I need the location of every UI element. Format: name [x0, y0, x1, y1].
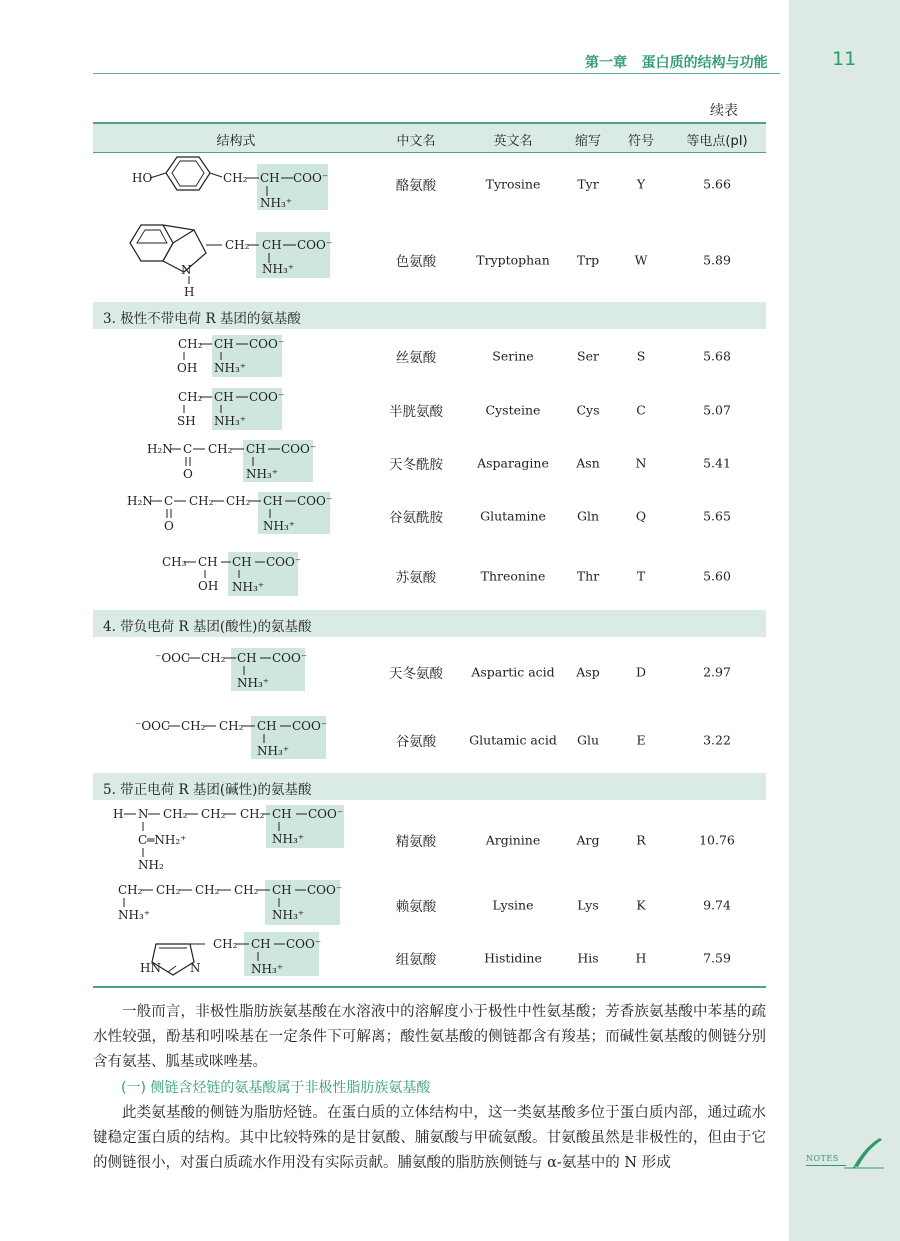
svg-text:NH₃⁺: NH₃⁺: [262, 262, 295, 276]
svg-text:CH₂: CH₂: [181, 719, 206, 733]
chinese-name: 天冬氨酸: [389, 666, 443, 682]
symbol: E: [636, 732, 646, 748]
isoelectric-point: 5.65: [703, 508, 731, 524]
english-name: Cysteine: [485, 402, 541, 418]
svg-text:CH: CH: [214, 337, 234, 351]
svg-text:OH: OH: [177, 361, 198, 375]
svg-text:COO⁻: COO⁻: [293, 171, 329, 185]
serine-formula: [177, 335, 284, 377]
tryptophan-formula: [130, 225, 332, 299]
isoelectric-point: 5.60: [703, 568, 731, 584]
english-name: Tryptophan: [476, 252, 550, 268]
english-name: Asparagine: [477, 455, 549, 471]
col-symbol: 符号: [627, 134, 655, 149]
isoelectric-point: 9.74: [703, 897, 731, 913]
svg-text:HN: HN: [140, 961, 161, 975]
chapter-number: 第一章: [585, 55, 627, 71]
svg-text:C: C: [164, 494, 174, 508]
svg-text:HO: HO: [132, 171, 153, 185]
svg-text:CH₂: CH₂: [213, 937, 238, 951]
symbol: D: [635, 664, 647, 680]
notes-marker: [806, 1136, 888, 1172]
svg-text:COO⁻: COO⁻: [286, 937, 322, 951]
svg-text:C: C: [183, 442, 193, 456]
svg-text:NH₃⁺: NH₃⁺: [260, 196, 293, 210]
svg-text:COO⁻: COO⁻: [281, 442, 317, 456]
isoelectric-point: 7.59: [703, 950, 731, 966]
chinese-name: 精氨酸: [395, 834, 437, 850]
chinese-name: 苏氨酸: [395, 570, 437, 586]
svg-text:CH₂: CH₂: [219, 719, 244, 733]
section-title: 4. 带负电荷 R 基团(酸性)的氨基酸: [103, 619, 312, 635]
english-name: Glutamine: [480, 508, 546, 524]
english-name: Lysine: [492, 897, 534, 913]
svg-text:N: N: [181, 263, 192, 277]
svg-text:H₂N: H₂N: [147, 442, 173, 456]
abbreviation: Trp: [576, 252, 600, 268]
svg-text:CH₂: CH₂: [189, 494, 214, 508]
svg-text:CH₂: CH₂: [223, 171, 248, 185]
english-name: Histidine: [484, 950, 542, 966]
chinese-name: 天冬酰胺: [389, 457, 443, 473]
chinese-name: 谷氨酰胺: [389, 510, 443, 526]
svg-text:CH: CH: [198, 555, 218, 569]
svg-text:COO⁻: COO⁻: [292, 719, 328, 733]
isoelectric-point: 5.41: [703, 455, 731, 471]
glutamic-acid-formula: [135, 716, 327, 759]
chinese-name: 赖氨酸: [395, 899, 437, 915]
symbol: W: [634, 252, 648, 268]
svg-text:CH: CH: [260, 171, 280, 185]
svg-text:NH₃⁺: NH₃⁺: [263, 519, 296, 533]
svg-text:SH: SH: [177, 414, 196, 428]
abbreviation: Cys: [576, 402, 600, 418]
threonine-formula: [162, 552, 301, 596]
symbol: H: [635, 950, 647, 966]
abbreviation: Arg: [576, 832, 600, 848]
svg-text:COO⁻: COO⁻: [297, 494, 333, 508]
body-paragraph-1: 一般而言，非极性脂肪族氨基酸在水溶液中的溶解度小于极性中性氨基酸；芳香族氨基酸中苯基的疏水性较强，酚基和吲哚基在一定条件下可解离；酸性氨基酸的侧链都含有羧基；而碱性氨基酸的侧链分别含有氨基、胍基或咪唑基。: [93, 1004, 766, 1070]
continued-label: 续表: [710, 103, 738, 119]
english-name: Threonine: [480, 568, 546, 584]
abbreviation: Glu: [576, 732, 600, 748]
isoelectric-point: 5.07: [703, 402, 731, 418]
page-number: 11: [832, 48, 857, 70]
abbreviation: Ser: [577, 348, 599, 364]
histidine-formula: [140, 932, 321, 976]
isoelectric-point: 5.68: [703, 348, 731, 364]
english-name: Aspartic acid: [471, 664, 555, 680]
tyrosine-formula: [132, 157, 328, 210]
svg-text:O: O: [164, 519, 174, 533]
english-name: Arginine: [485, 832, 541, 848]
svg-text:CH₂: CH₂: [178, 337, 203, 351]
abbreviation: Thr: [576, 568, 600, 584]
svg-text:COO⁻: COO⁻: [297, 238, 333, 252]
symbol: K: [636, 897, 646, 913]
isoelectric-point: 3.22: [703, 732, 731, 748]
svg-text:COO⁻: COO⁻: [249, 390, 285, 404]
svg-text:NH₃⁺: NH₃⁺: [118, 908, 151, 922]
lysine-formula: [118, 880, 342, 925]
svg-text:COO⁻: COO⁻: [249, 337, 285, 351]
svg-text:⁻OOC: ⁻OOC: [135, 719, 171, 733]
abbreviation: His: [577, 950, 599, 966]
symbol: N: [635, 455, 647, 471]
svg-text:CH₂: CH₂: [208, 442, 233, 456]
svg-text:NH₃⁺: NH₃⁺: [214, 361, 247, 375]
svg-text:CH₂: CH₂: [240, 807, 265, 821]
section-subheading: (一) 侧链含烃链的氨基酸属于非极性脂肪族氨基酸: [121, 1080, 431, 1096]
english-name: Tyrosine: [485, 176, 541, 192]
svg-text:NH₃⁺: NH₃⁺: [246, 467, 279, 481]
symbol: R: [636, 832, 646, 848]
svg-text:N: N: [138, 807, 149, 821]
symbol: S: [636, 348, 646, 364]
svg-text:NH₃⁺: NH₃⁺: [251, 962, 284, 976]
svg-text:C═NH₂⁺: C═NH₂⁺: [138, 833, 187, 847]
svg-text:CH₃: CH₃: [162, 555, 187, 569]
svg-text:CH₂: CH₂: [195, 883, 220, 897]
abbreviation: Tyr: [577, 176, 599, 192]
svg-text:NH₃⁺: NH₃⁺: [232, 580, 265, 594]
arginine-formula: [113, 805, 344, 872]
margin-sidebar: [789, 0, 900, 1241]
svg-text:NH₃⁺: NH₃⁺: [214, 414, 247, 428]
chinese-name: 酪氨酸: [395, 178, 437, 194]
svg-text:CH₂: CH₂: [225, 238, 250, 252]
svg-text:CH: CH: [251, 937, 271, 951]
svg-text:CH: CH: [263, 494, 283, 508]
body-paragraph-2: 此类氨基酸的侧链为脂肪烃链。在蛋白质的立体结构中，这一类氨基酸多位于蛋白质内部，通过疏水键稳定蛋白质的结构。其中比较特殊的是甘氨酸、脯氨酸与甲硫氨酸。甘氨酸虽然是非极性的，但由于它的侧链很小，对蛋白质疏水作用没有实际贡献。脯氨酸的脂肪族侧链与 α-氨基中的 N 形成: [93, 1105, 766, 1171]
svg-text:CH: CH: [257, 719, 277, 733]
chinese-name: 色氨酸: [395, 254, 437, 270]
chinese-name: 半胱氨酸: [389, 404, 443, 420]
svg-text:CH₂: CH₂: [178, 390, 203, 404]
isoelectric-point: 10.76: [699, 832, 735, 848]
abbreviation: Asp: [576, 664, 600, 680]
svg-text:NH₃⁺: NH₃⁺: [237, 676, 270, 690]
english-name: Serine: [492, 348, 534, 364]
symbol: T: [636, 568, 646, 584]
asparagine-formula: [147, 440, 316, 482]
pen-icon: [844, 1136, 884, 1170]
svg-text:NH₂: NH₂: [138, 858, 164, 872]
svg-text:H₂N: H₂N: [127, 494, 153, 508]
isoelectric-point: 5.66: [703, 176, 731, 192]
svg-text:CH₂: CH₂: [234, 883, 259, 897]
svg-text:CH: CH: [262, 238, 282, 252]
svg-text:CH: CH: [272, 807, 292, 821]
svg-text:CH₂: CH₂: [156, 883, 181, 897]
svg-text:NH₃⁺: NH₃⁺: [272, 832, 305, 846]
svg-text:CH: CH: [246, 442, 266, 456]
svg-text:CH: CH: [237, 651, 257, 665]
symbol: Q: [635, 508, 647, 524]
col-abbreviation: 缩写: [574, 134, 602, 149]
chinese-name: 谷氨酸: [395, 734, 437, 750]
abbreviation: Gln: [576, 508, 600, 524]
svg-text:CH₂: CH₂: [226, 494, 251, 508]
svg-text:COO⁻: COO⁻: [307, 883, 343, 897]
svg-text:H: H: [184, 285, 195, 299]
svg-text:OH: OH: [198, 579, 219, 593]
symbol: Y: [636, 176, 646, 192]
svg-text:CH₂: CH₂: [163, 807, 188, 821]
abbreviation: Asn: [576, 455, 600, 471]
isoelectric-point: 2.97: [703, 664, 731, 680]
svg-text:CH₂: CH₂: [118, 883, 143, 897]
glutamine-formula: [127, 492, 332, 534]
english-name: Glutamic acid: [469, 732, 557, 748]
svg-text:NH₃⁺: NH₃⁺: [272, 908, 305, 922]
chinese-name: 丝氨酸: [395, 350, 437, 366]
svg-text:CH₂: CH₂: [201, 807, 226, 821]
svg-text:COO⁻: COO⁻: [308, 807, 344, 821]
chinese-name: 组氨酸: [395, 952, 437, 968]
notes-label: NOTES: [806, 1154, 839, 1163]
svg-text:CH: CH: [272, 883, 292, 897]
col-isoelectric-point: 等电点(pI): [686, 134, 748, 149]
svg-text:N: N: [190, 961, 201, 975]
symbol: C: [636, 402, 646, 418]
svg-text:H: H: [113, 807, 124, 821]
svg-text:COO⁻: COO⁻: [272, 651, 308, 665]
svg-text:⁻OOC: ⁻OOC: [155, 651, 191, 665]
svg-text:CH: CH: [214, 390, 234, 404]
svg-text:O: O: [183, 467, 193, 481]
svg-text:COO⁻: COO⁻: [266, 555, 302, 569]
cysteine-formula: [177, 388, 284, 430]
svg-text:NH₃⁺: NH₃⁺: [257, 744, 290, 758]
col-english-name: 英文名: [493, 134, 533, 149]
aspartic-acid-formula: [155, 648, 307, 691]
section-title: 5. 带正电荷 R 基团(碱性)的氨基酸: [103, 782, 312, 798]
col-chinese-name: 中文名: [396, 134, 436, 149]
notes-underline: [806, 1165, 846, 1166]
svg-text:CH₂: CH₂: [201, 651, 226, 665]
isoelectric-point: 5.89: [703, 252, 731, 268]
col-structure: 结构式: [216, 134, 256, 149]
svg-text:CH: CH: [232, 555, 252, 569]
abbreviation: Lys: [577, 897, 599, 913]
chapter-title: 蛋白质的结构与功能: [641, 55, 768, 71]
section-title: 3. 极性不带电荷 R 基团的氨基酸: [103, 311, 301, 327]
